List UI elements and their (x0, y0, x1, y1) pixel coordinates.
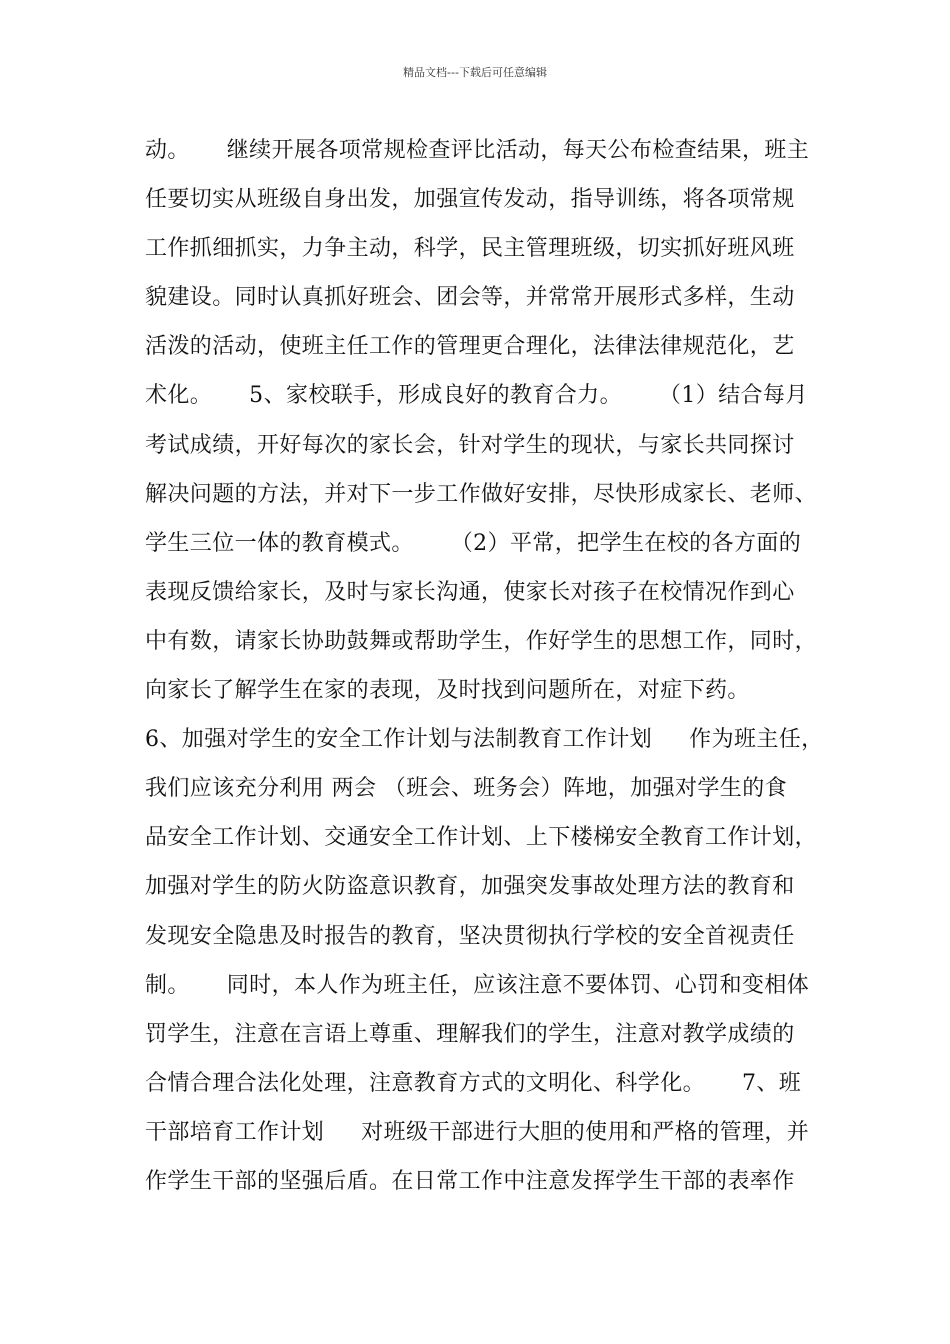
text-line: 罚学生，注意在言语上尊重、理解我们的学生，注意对教学成绩的 (145, 1021, 795, 1047)
text-line: 活泼的活动，使班主任工作的管理更合理化，法律法律规范化，艺 (145, 334, 795, 360)
text-line: 任要切实从班级自身出发，加强宣传发动，指导训练，将各项常规 (145, 187, 795, 213)
text-line: 解决问题的方法，并对下一步工作做好安排，尽快形成家长、老师、 (145, 481, 818, 507)
text-line: 术化。 5、家校联手，形成良好的教育合力。 （1）结合每月 (145, 383, 808, 409)
document-body (145, 126, 824, 1206)
text-line: 加强对学生的防火防盗意识教育，加强突发事故处理方法的教育和 (145, 874, 795, 900)
text-line: 发现安全隐患及时报告的教育，坚决贯彻执行学校的安全首视责任 (145, 923, 795, 949)
text-line: 品安全工作计划、交通安全工作计划、上下楼梯安全教育工作计划， (145, 825, 818, 851)
text-line: 工作抓细抓实，力争主动，科学，民主管理班级，切实抓好班风班 (145, 236, 795, 262)
text-line: 6、加强对学生的安全工作计划与法制教育工作计划 作为班主任， (145, 727, 824, 753)
text-line: 作学生干部的坚强后盾。在日常工作中注意发挥学生干部的表率作 (145, 1168, 795, 1194)
text-line: 动。 继续开展各项常规检查评比活动，每天公布检查结果，班主 (145, 138, 810, 163)
text-line: 我们应该充分利用 两会 （班会、班务会）阵地，加强对学生的食 (145, 776, 787, 802)
text-line: 合情合理合法化处理，注意教育方式的文明化、科学化。 7、班 (145, 1070, 802, 1096)
text-line: 表现反馈给家长，及时与家长沟通，使家长对孩子在校情况作到心 (145, 579, 795, 605)
text-line: 貌建设。同时认真抓好班会、团会等，并常常开展形式多样，生动 (145, 285, 795, 311)
text-line: 制。 同时，本人作为班主任，应该注意不要体罚、心罚和变相体 (145, 972, 810, 998)
text-line: 学生三位一体的教育模式。 （2）平常，把学生在校的各方面的 (145, 530, 802, 556)
page-header: 精品文档---下载后可任意编辑 (403, 66, 547, 79)
text-line: 考试成绩，开好每次的家长会，针对学生的现状，与家长共同探讨 (145, 432, 795, 458)
text-line: 向家长了解学生在家的表现，及时找到问题所在，对症下药。 (145, 678, 750, 704)
text-line: 中有数，请家长协助鼓舞或帮助学生，作好学生的思想工作，同时， (145, 628, 818, 654)
text-line: 干部培育工作计划 对班级干部进行大胆的使用和严格的管理，并 (145, 1119, 810, 1145)
